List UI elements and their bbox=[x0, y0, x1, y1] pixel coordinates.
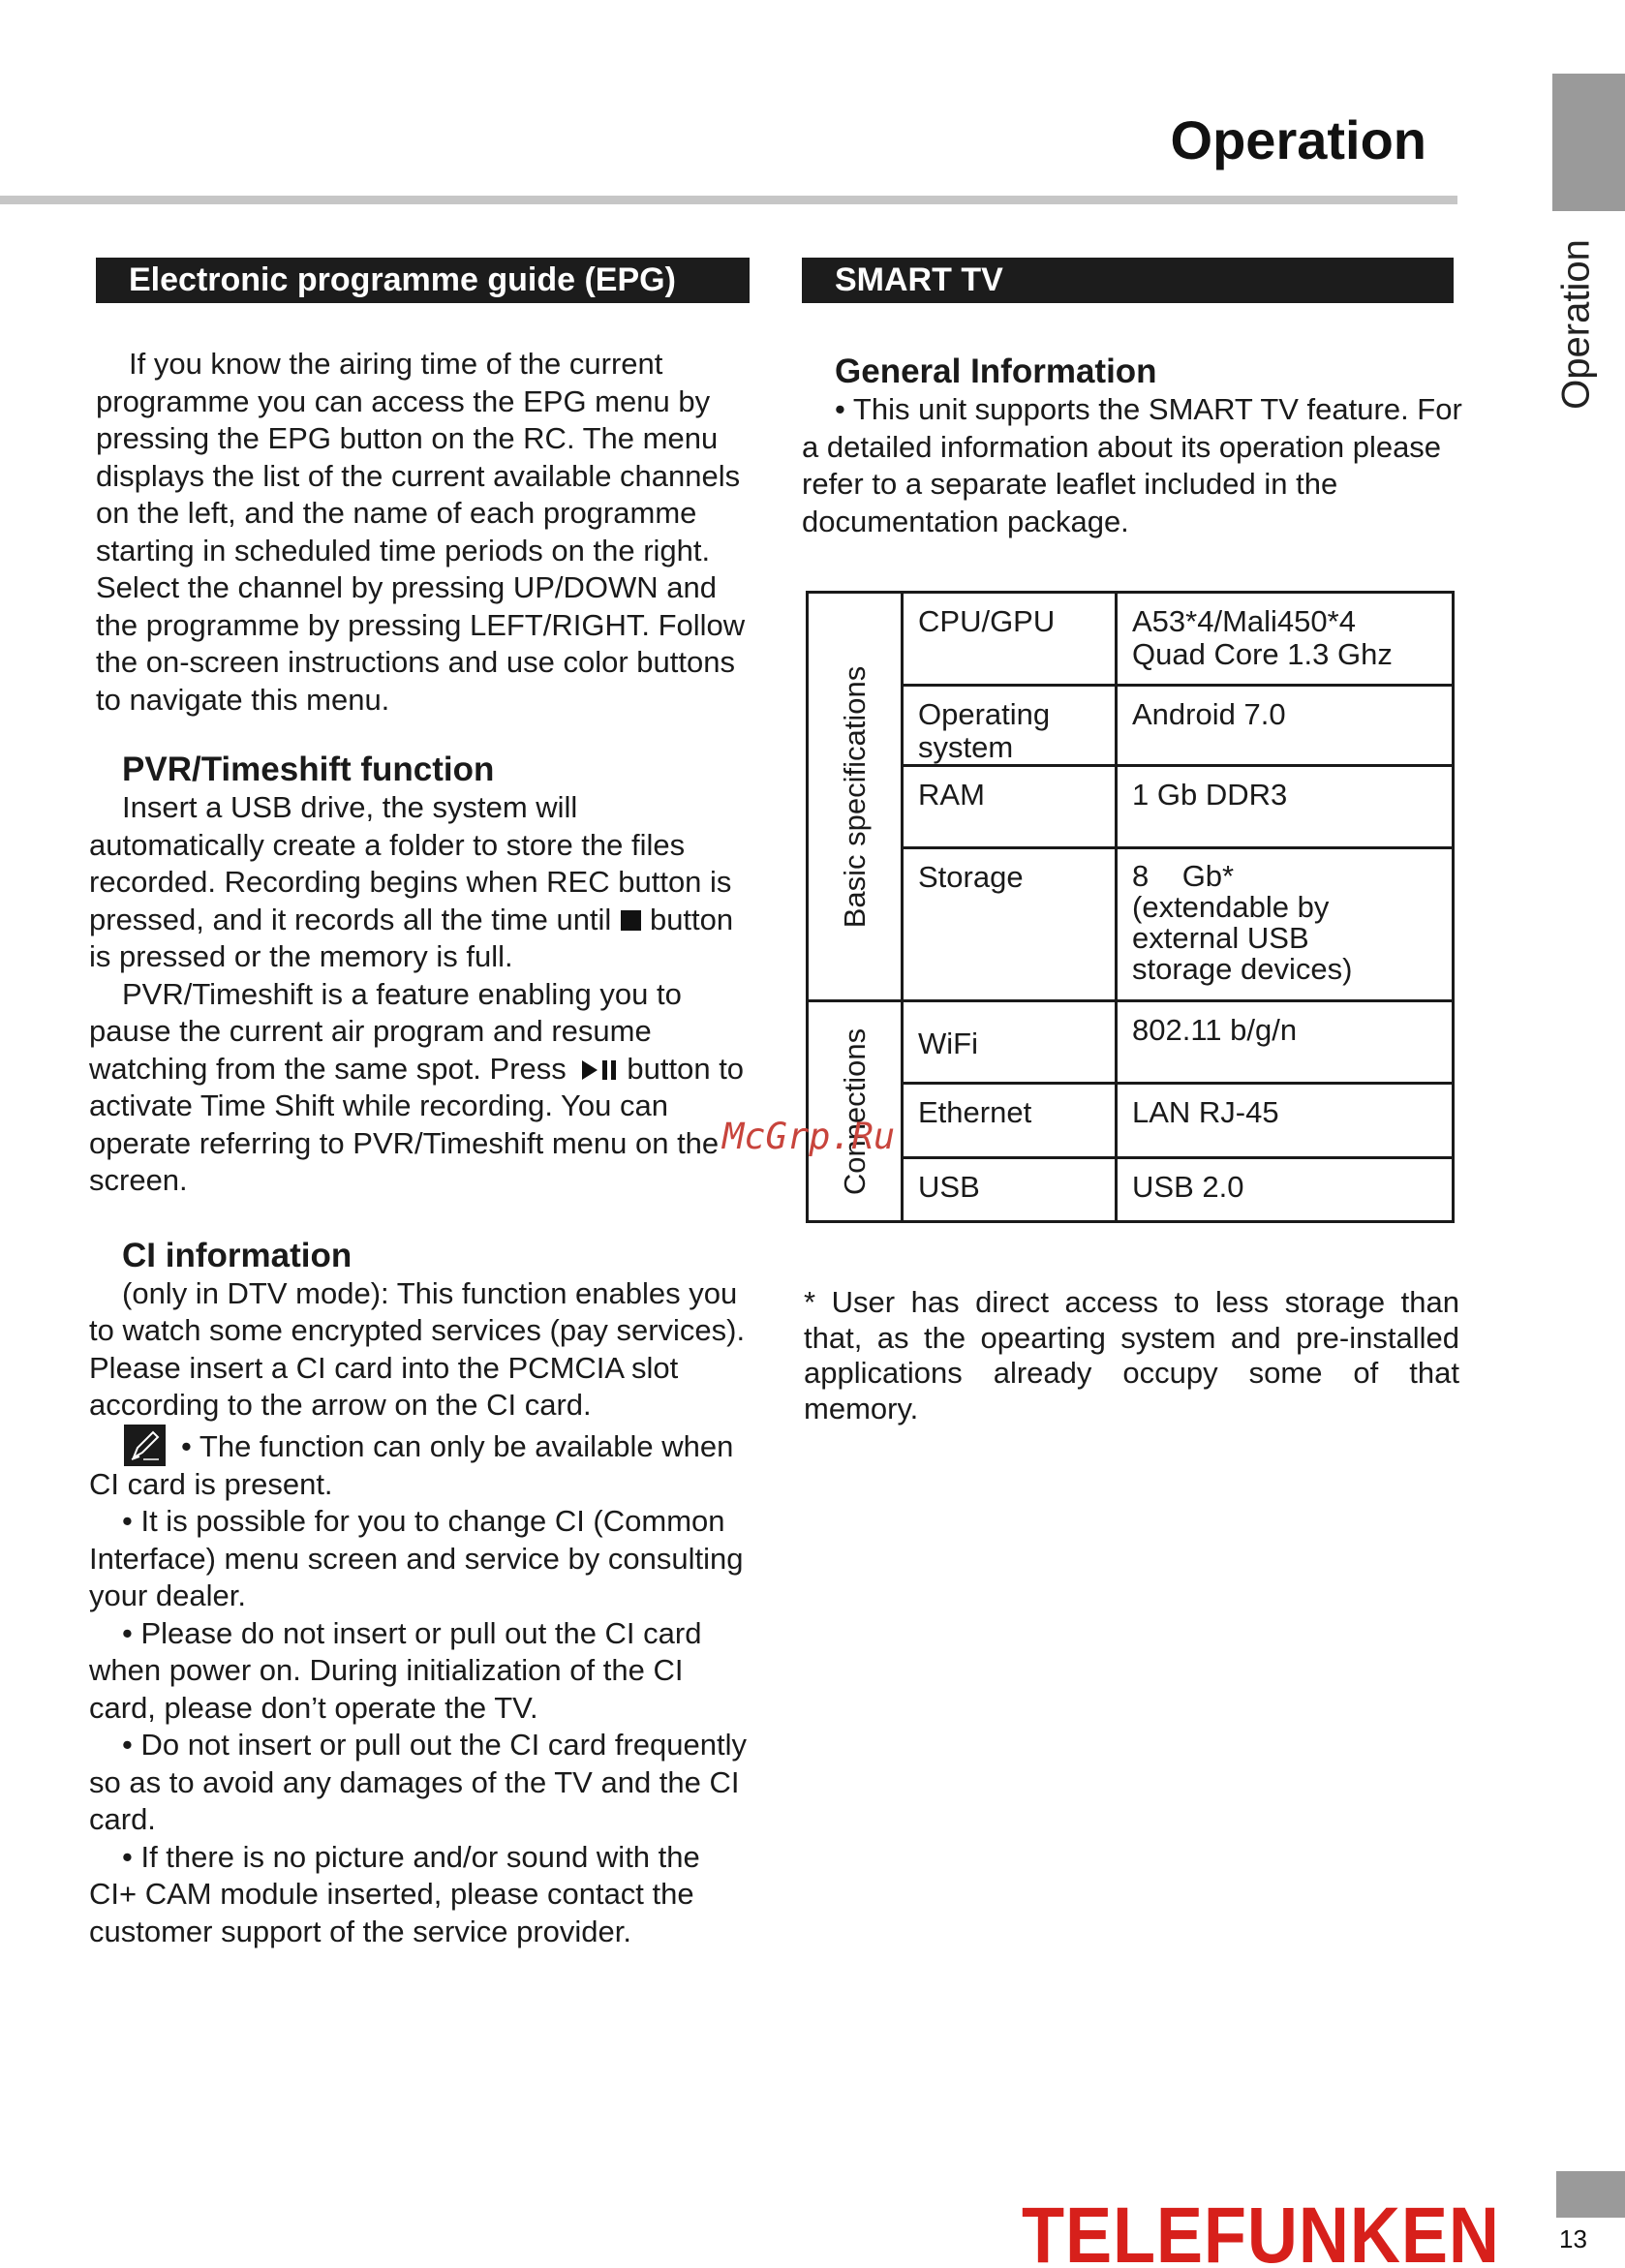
spec-label bbox=[903, 686, 1117, 766]
ci-bullet-4-text: Do not insert or pull out the CI card frequently so as to avoid any damages of the TV and the CI card. bbox=[89, 1728, 747, 1836]
play-pause-icon bbox=[580, 1058, 619, 1082]
brand-logo: TELEFUNKEN bbox=[1022, 2191, 1500, 2268]
smart-tv-general bbox=[802, 352, 1470, 540]
group-basic-specifications bbox=[808, 593, 903, 1001]
header-rule bbox=[0, 196, 1457, 204]
spec-row-cpu bbox=[808, 593, 1454, 686]
note-pencil-icon bbox=[124, 1425, 166, 1466]
spec-value-line: external USB bbox=[1132, 921, 1309, 955]
ci-intro: (only in DTV mode): This function enables you to watch some encrypted services (pay services). Please insert a CI card into the PCMCIA slot according to the arrow on the CI card. bbox=[89, 1275, 746, 1422]
spec-value: Android 7.0 bbox=[1117, 686, 1454, 766]
spec-row-storage bbox=[808, 848, 1454, 1001]
ci-bullet-3-text: Please do not insert or pull out the CI card when power on. During initialization of the CI card, please don’t operate the TV. bbox=[89, 1615, 702, 1725]
spec-value bbox=[1117, 848, 1454, 1001]
ci-bullet-1-text: The function can only be available when CI card is present. bbox=[89, 1428, 734, 1501]
epg-paragraph: If you know the airing time of the current programme you can access the EPG menu by pressing the EPG button on the RC. The menu displays the list of the current available channels on the left, and the name of each programme starting in scheduled time periods on the right. Select the channel by pressing UP/DOWN and the programme by pressing LEFT/RIGHT. Follow the on-screen instructions and use color buttons to navigate this menu. bbox=[96, 347, 746, 717]
group-connections bbox=[808, 1001, 903, 1222]
pvr-heading: PVR/Timeshift function bbox=[122, 751, 495, 788]
general-information-text: • This unit supports the SMART TV feature. For a detailed information about its operation please refer to a separate leaflet included in the documentation package. bbox=[802, 392, 1462, 538]
spec-value: LAN RJ-45 bbox=[1117, 1084, 1454, 1158]
spec-label: RAM bbox=[903, 766, 1117, 848]
ci-bullet-5: • If there is no picture and/or sound with the CI+ CAM module inserted, please contact the customer support of the service provider. bbox=[89, 1839, 700, 1948]
ci-bullet-3: • Please do not insert or pull out the CI card when power on. During initialization of the CI card, please don’t operate the TV. bbox=[89, 1615, 702, 1725]
page-number-tab bbox=[1556, 2171, 1625, 2218]
spec-row-os bbox=[808, 686, 1454, 766]
group-basic-label: Basic specifications bbox=[837, 665, 872, 928]
group-connections-label: Connections bbox=[837, 1027, 872, 1195]
pvr-para2-end: button to activate Time Shift while recording. You can operate referring to PVR/Timeshift menu on the screen. bbox=[89, 1051, 745, 1197]
spec-value-line: Quad Core 1.3 Ghz bbox=[1132, 637, 1393, 671]
spec-row-wifi bbox=[808, 1001, 1454, 1084]
epg-section-heading: Electronic programme guide (EPG) bbox=[96, 258, 750, 303]
spec-value: 1 Gb DDR3 bbox=[1117, 766, 1454, 848]
ci-bullet-4: • Do not insert or pull out the CI card frequently so as to avoid any damages of the TV and the CI card. bbox=[89, 1728, 747, 1836]
spec-value bbox=[1117, 593, 1454, 686]
ci-bullet-2: • It is possible for you to change CI (Common Interface) menu screen and service by consulting your dealer. bbox=[89, 1504, 744, 1612]
side-tab-marker bbox=[1552, 74, 1625, 211]
spec-label: Storage bbox=[903, 848, 1117, 1001]
spec-label: Ethernet bbox=[903, 1084, 1117, 1158]
ci-bullet-2-text: It is possible for you to change CI (Common Interface) menu screen and service by consulting your dealer. bbox=[89, 1504, 744, 1612]
pvr-paragraph-2 bbox=[89, 976, 748, 1200]
stop-icon bbox=[621, 910, 641, 931]
spec-label: WiFi bbox=[903, 1001, 1117, 1084]
epg-body bbox=[96, 346, 754, 719]
spec-table bbox=[806, 591, 1455, 1223]
spec-value-line: 8 Gb* bbox=[1132, 859, 1235, 893]
spec-label: USB bbox=[903, 1158, 1117, 1222]
side-tab-text: Operation bbox=[1554, 239, 1598, 410]
side-tab-label bbox=[1548, 237, 1606, 412]
ci-bullet-1: • The function can only be available when CI card is present. bbox=[89, 1425, 748, 1504]
pvr-para1-text: Insert a USB drive, the system will automatically create a folder to store the files recorded. Recording begins when REC button is pressed, and it records all the time until bbox=[89, 790, 732, 936]
left-column bbox=[89, 751, 748, 1950]
spec-value: 802.11 b/g/n bbox=[1117, 1001, 1454, 1084]
ci-bullet-5-text: If there is no picture and/or sound with the CI+ CAM module inserted, please contact the customer support of the service provider. bbox=[89, 1839, 700, 1948]
spec-row-usb bbox=[808, 1158, 1454, 1222]
spec-value-line: A53*4/Mali450*4 bbox=[1132, 604, 1356, 638]
spec-value-line: (extendable by bbox=[1132, 890, 1330, 924]
spec-value-line: storage devices) bbox=[1132, 952, 1353, 986]
pvr-para1-end: button is pressed or the memory is full. bbox=[89, 902, 734, 973]
storage-footnote: * User has direct access to less storage than that, as the opearting system and pre-installed applications already occupy some of that memory. bbox=[804, 1285, 1459, 1425]
spec-row-ram bbox=[808, 766, 1454, 848]
spec-value: USB 2.0 bbox=[1117, 1158, 1454, 1222]
watermark: McGrp.Ru bbox=[722, 1116, 896, 1157]
spec-label-line: Operating bbox=[918, 697, 1051, 731]
spec-label: CPU/GPU bbox=[903, 593, 1117, 686]
spec-row-ethernet bbox=[808, 1084, 1454, 1158]
pvr-paragraph-1 bbox=[89, 789, 748, 976]
pvr-para2-text: PVR/Timeshift is a feature enabling you to pause the current air program and resume watching from the same spot. Press bbox=[89, 976, 682, 1086]
general-information-heading: General Information bbox=[835, 352, 1157, 390]
smart-tv-section-heading: SMART TV bbox=[802, 258, 1454, 303]
ci-heading: CI information bbox=[122, 1236, 353, 1274]
spec-label-line: system bbox=[918, 730, 1014, 764]
general-information-body: This unit supports the SMART TV feature. For a detailed information about its operation please refer to a separate leaflet included in the documentation package. bbox=[802, 392, 1462, 538]
page-number: 13 bbox=[1559, 2224, 1587, 2253]
page-title: Operation bbox=[1170, 109, 1426, 170]
